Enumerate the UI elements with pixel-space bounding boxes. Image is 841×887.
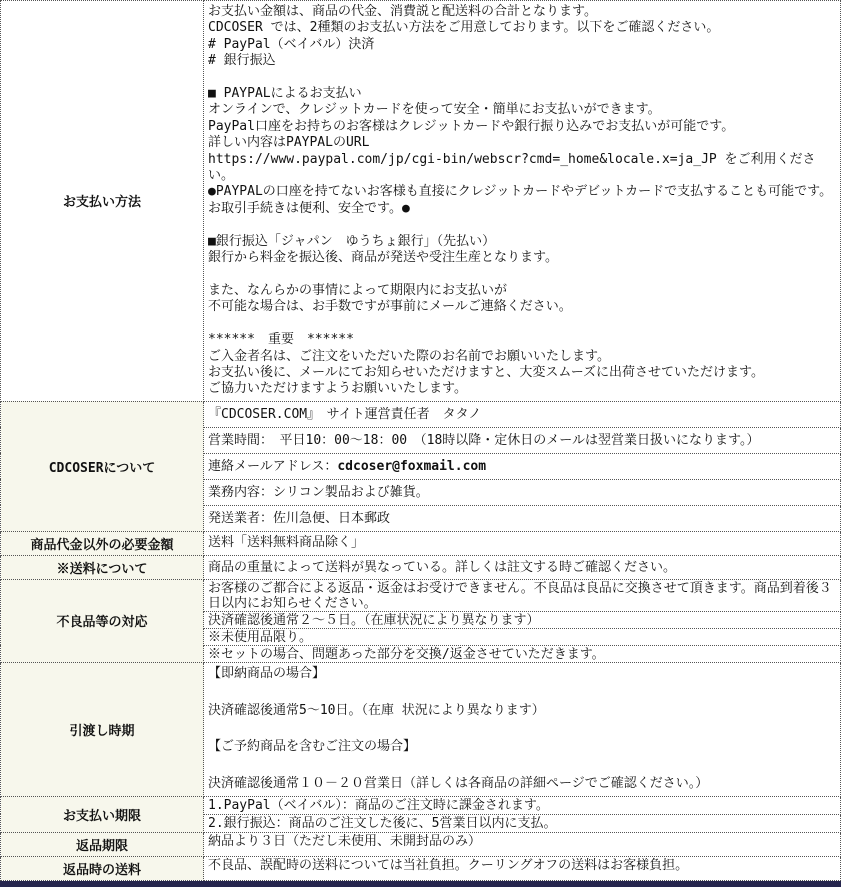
text-line: 業務内容：シリコン製品および雑貨。 <box>208 484 429 500</box>
text-line: 営業時間： 平日10：00～18：00 （18時以降・定休日のメールは翌営業日扱いになります。） <box>208 432 760 448</box>
text-line: 発送業者：佐川急便、日本郵政 <box>208 510 391 526</box>
row-header-extra-fees: 商品代金以外の必要金額 <box>1 531 204 555</box>
text-line: https://www.paypal.com/jp/cgi-bin/webscr?cmd=_home&locale.x=ja_JP をご利用ください。 <box>208 151 816 184</box>
row-content-return-deadline-0 <box>204 832 841 856</box>
text-line: # 銀行振込 <box>208 53 276 69</box>
text-line: ご入金者名は、ご注文をいただいた際のお名前でお願いいたします。 <box>208 348 610 364</box>
text-line: ※セットの場合、問題あった部分を交換/返金させていただきます。 <box>208 646 605 662</box>
text-line: オンラインで、クレジットカードを使って安全・簡単にお支払いができます。 <box>208 102 661 118</box>
text-line: 1.PayPal（ベイバル）：商品のご注文時に課金されます。 <box>208 797 549 813</box>
text-line: ****** 重要 ****** <box>208 332 354 348</box>
row-content-shipping-note-0 <box>204 555 841 579</box>
text-line: ※未使用品限り。 <box>208 629 313 645</box>
row-content-return-shipping-0 <box>204 856 841 880</box>
text-line: 『CDCOSER.COM』 サイト運営責任者 タタノ <box>208 406 482 422</box>
row-content-payment-method-0 <box>204 1 841 402</box>
text-line: CDCOSER では、2種類のお支払い方法をご用意しております。以下をご確認ください。 <box>208 20 720 36</box>
text-segment: 連絡メールアドレス： <box>208 458 338 474</box>
text-line: 【即納商品の場合】 <box>208 665 326 681</box>
text-line: 銀行から料金を振込後、商品が発送や受注生産となります。 <box>208 250 558 266</box>
row-content-extra-fees-0 <box>204 531 841 555</box>
email-address: cdcoser@foxmail.com <box>337 458 487 474</box>
row-content-about-3 <box>204 479 841 505</box>
row-content-payment-deadline-0 <box>204 796 841 814</box>
text-line: 納品より３日（ただし未使用、未開封品のみ） <box>208 833 482 849</box>
text-line <box>208 316 836 332</box>
text-line: 2.銀行振込：商品のご注文した後に、5営業日以内に支払。 <box>208 815 557 831</box>
row-content-about-4 <box>204 505 841 531</box>
table-row-shipping-note <box>1 555 841 579</box>
table-row-defective <box>1 579 841 611</box>
text-line: 不良品、誤配時の送料については当社負担。クーリングオフの送料はお客様負担。 <box>208 857 689 873</box>
text-line <box>208 757 836 775</box>
text-line: お支払い金額は、商品の代金、消費説と配送料の合計となります。 <box>208 4 597 19</box>
row-content-about-0 <box>204 401 841 427</box>
text-line <box>208 683 836 701</box>
table-row-extra-fees <box>1 531 841 555</box>
text-line: 決済確認後通常２～５日。（在庫状況により異なります） <box>208 612 540 628</box>
row-content-defective-0 <box>204 579 841 611</box>
row-header-delivery: 引渡し時期 <box>1 662 204 796</box>
text-line <box>208 459 836 474</box>
text-line: 決済確認後通常5～10日。（在庫 状況により異なります） <box>208 702 545 718</box>
table-row-payment-deadline <box>1 796 841 814</box>
row-content-payment-deadline-1 <box>204 814 841 832</box>
text-line: 送料「送料無料商品除く」 <box>208 534 365 550</box>
row-content-about-1 <box>204 427 841 453</box>
row-header-return-shipping: 返品時の送料 <box>1 856 204 880</box>
row-content-defective-3 <box>204 645 841 662</box>
row-content-defective-1 <box>204 611 841 628</box>
text-line: 【ご予約商品を含むご注文の場合】 <box>208 739 417 755</box>
table-row-return-deadline <box>1 832 841 856</box>
text-line <box>208 720 836 738</box>
table-row-delivery <box>1 662 841 796</box>
row-header-return-deadline: 返品期限 <box>1 832 204 856</box>
row-header-about: CDCOSERについて <box>1 401 204 531</box>
text-line: 決済確認後通常１０－２０営業日（詳しくは各商品の詳細ページでご確認ください。） <box>208 776 709 792</box>
text-line: ●PAYPALの口座を持てないお客様も直接にクレジットカードやデビットカードで支払することも可能です。 <box>208 184 833 200</box>
text-line: PayPal口座をお持ちのお客様はクレジットカードや銀行振り込みでお支払いが可能です。 <box>208 118 735 134</box>
text-line: また、なんらかの事情によって期限内にお支払いが <box>208 282 508 298</box>
row-header-payment-method: お支払い方法 <box>1 1 204 402</box>
text-line <box>208 217 836 233</box>
row-header-payment-deadline: お支払い期限 <box>1 796 204 832</box>
row-header-defective: 不良品等の対応 <box>1 579 204 662</box>
row-content-delivery-0 <box>204 662 841 796</box>
text-line: お取引手続きは便利、安全です。● <box>208 200 410 216</box>
text-line: ■ PAYPALによるお支払い <box>208 86 362 102</box>
table-row-return-shipping <box>1 856 841 880</box>
row-content-about-2 <box>204 453 841 479</box>
text-line: 詳しい内容はPAYPALのURL <box>208 135 370 151</box>
text-line: ■銀行振込「ジャパン ゆうちょ銀行」（先払い） <box>208 233 496 249</box>
table-row-about <box>1 401 841 427</box>
text-line: お客様のご都合による返品・返金はお受けできません。不良品は良品に交換させて頂きます。商品到着後３日以内にお知らせください。 <box>208 580 832 611</box>
text-line: ご協力いただけますようお願いいたします。 <box>208 381 467 397</box>
text-line <box>208 70 836 86</box>
text-line: 商品の重量によって送料が異なっている。詳しくは註文する時ご確認ください。 <box>208 559 677 575</box>
row-header-shipping-note: ※送料について <box>1 555 204 579</box>
row-content-defective-2 <box>204 628 841 645</box>
text-line <box>208 267 836 283</box>
bottom-divider-bar <box>0 881 841 887</box>
text-line: 不可能な場合は、お手数ですが事前にメールご連絡ください。 <box>208 299 572 315</box>
text-line: # PayPal（ベイバル）決済 <box>208 36 375 52</box>
table-row-payment-method <box>1 1 841 402</box>
text-line: お支払い後に、メールにてお知らせいただけますと、大変スムーズに出荷させていただけます。 <box>208 364 765 380</box>
